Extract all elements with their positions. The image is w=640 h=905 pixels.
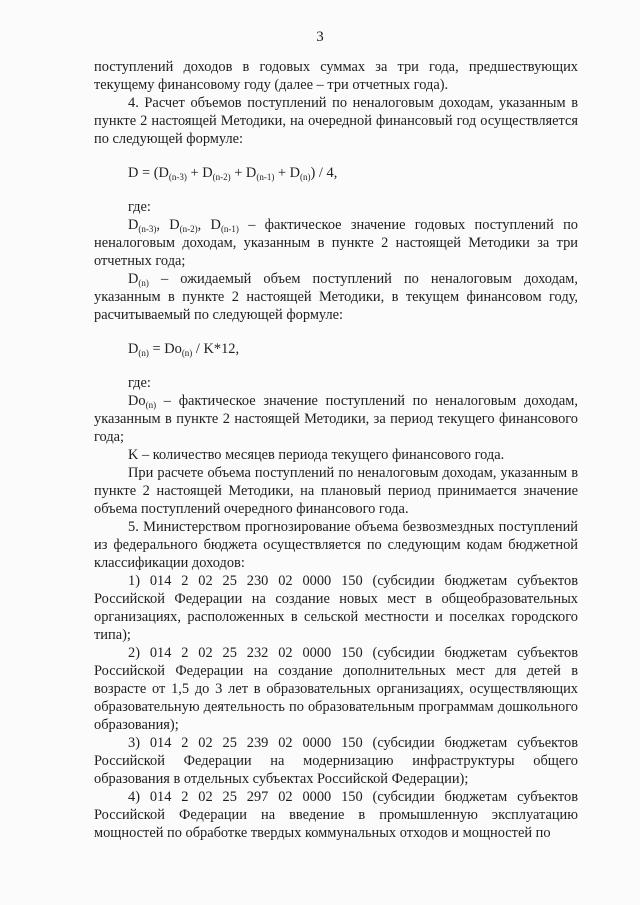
where-label-2: где:	[128, 375, 151, 391]
list-item-4: 4) 014 2 02 25 297 02 0000 150 (субсидии бюджетам субъектов Российской Федерации на введение в промышленную эксплуатацию мощностей по обработке твердых коммунальных отходов и мощностей по	[94, 789, 578, 841]
where-label-1: где:	[128, 199, 151, 215]
definition-months: K – количество месяцев периода текущего финансового года.	[128, 447, 505, 463]
formula-current-year: $D_{(n)} = Do_{(n)} / K*12$,	[128, 341, 240, 358]
list-item-2: 2) 014 2 02 25 232 02 0000 150 (субсидии бюджетам субъектов Российской Федерации на создание дополнительных мест для детей в возрасте от 1,5 до 3 лет в образовательных организациях, осуществляющих образовательную деятельность по образовательным программам дошкольного образования);	[94, 645, 578, 733]
paragraph-item-4: 4. Расчет объемов поступлений по неналоговым доходам, указанным в пункте 2 настоящей Методики, на очередной финансовый год осуществляется по следующей формуле:	[94, 95, 578, 147]
document-body	[94, 58, 578, 842]
definition-actual-period: $Do_{(n)}$ – фактическое значение поступлений по неналоговым доходам, указанным в пункте 2 настоящей Методики, за период текущего финансового года;	[94, 393, 578, 445]
definition-past-years: $D_{(n-3)}$, $D_{(n-2)}$, $D_{(n-1)}$ – фактическое значение годовых поступлений по неналоговым доходам, указанным в пункте 2 настоящей Методики за три отчетных года;	[94, 217, 578, 269]
paragraph-planning-period: При расчете объема поступлений по неналоговым доходам, указанным в пункте 2 настоящей Методики, на плановый период принимается значение объема поступлений очередного финансового года.	[94, 465, 578, 517]
paragraph-item-5: 5. Министерством прогнозирование объема безвозмездных поступлений из федерального бюджета осуществляется по следующим кодам бюджетной классификации доходов:	[94, 519, 578, 571]
list-item-1: 1) 014 2 02 25 230 02 0000 150 (субсидии бюджетам субъектов Российской Федерации на создание новых мест в общеобразовательных организациях, расположенных в сельской местности и поселках городского типа);	[94, 573, 578, 643]
paragraph-continuation: поступлений доходов в годовых суммах за три года, предшествующих текущему финансовому году (далее – три отчетных года).	[94, 59, 578, 93]
list-item-3: 3) 014 2 02 25 239 02 0000 150 (субсидии бюджетам субъектов Российской Федерации на модернизацию инфраструктуры общего образования в отдельных субъектах Российской Федерации);	[94, 735, 578, 787]
definition-current-year: $D_{(n)}$ – ожидаемый объем поступлений по неналоговым доходам, указанным в пункте 2 настоящей Методики, в текущем финансовом году, расчитываемый по следующей формуле:	[94, 271, 578, 323]
formula-annual-average: $D = (D_{(n-3)} + D_{(n-2)} + D_{(n-1)} + D_{(n)}) / 4$,	[128, 165, 338, 182]
page-number: 3	[316, 29, 324, 45]
